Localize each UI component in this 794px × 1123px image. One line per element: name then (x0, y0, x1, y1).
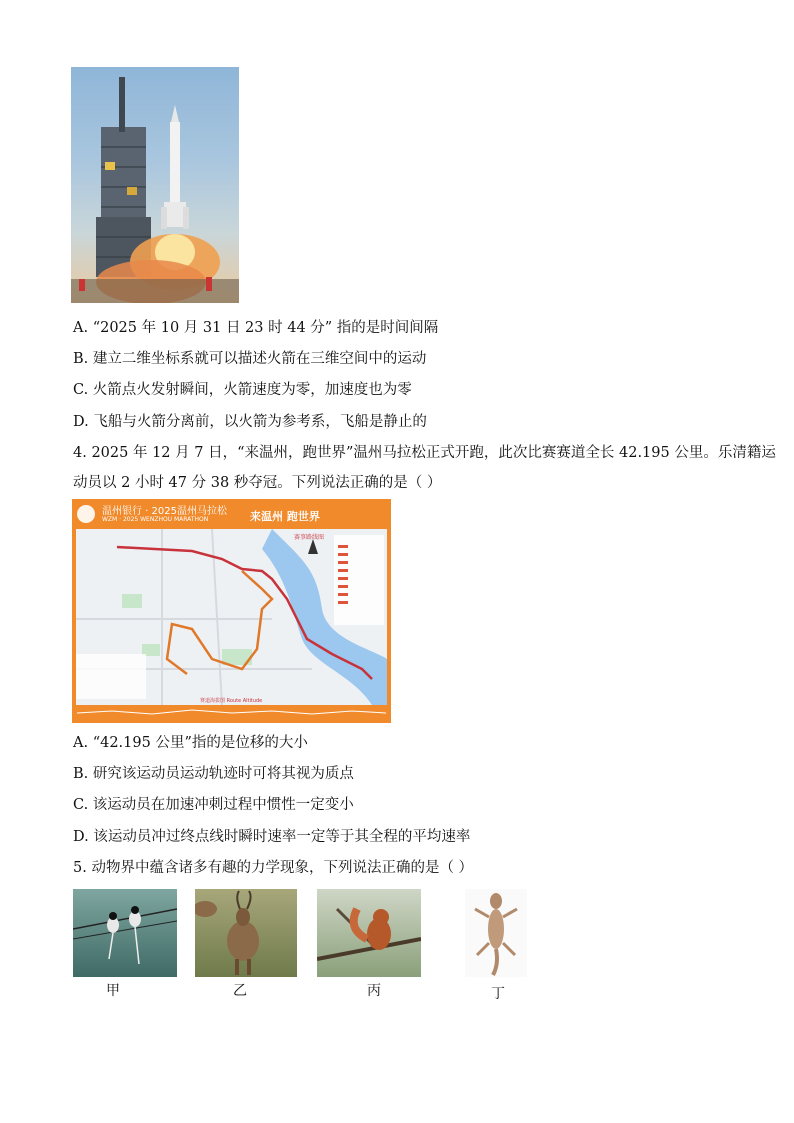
marathon-route-map (72, 499, 391, 723)
q4-option-b: B. 研究该运动员运动轨迹时可将其视为质点 (73, 766, 354, 782)
rocket-launch-photo (71, 67, 239, 303)
gecko-photo (465, 889, 527, 977)
caption-yi: 乙 (233, 983, 247, 999)
q4-option-c: C. 该运动员在加速冲刺过程中惯性一定变小 (73, 797, 354, 813)
antelope-photo (195, 889, 297, 977)
q5-stem: 5. 动物界中蕴含诸多有趣的力学现象，下列说法正确的是（ ） (73, 860, 474, 876)
squirrel-photo (317, 889, 421, 977)
map-slogan: 来温州 跑世界 (250, 510, 320, 523)
q3-option-a: A. “2025 年 10 月 31 日 23 时 44 分” 指的是时间间隔 (73, 320, 439, 336)
q4-option-a: A. “42.195 公里”指的是位移的大小 (73, 735, 308, 751)
bird-on-wire-photo (73, 889, 177, 977)
map-route-title: 赛事路线图 (294, 534, 325, 541)
map-altitude-label: 赛道海拔图 Route Altitude (200, 698, 263, 704)
q4-option-d: D. 该运动员冲过终点线时瞬时速率一定等于其全程的平均速率 (73, 829, 471, 845)
q4-stem-line1: 4. 2025 年 12 月 7 日，“来温州，跑世界”温州马拉松正式开跑，此次比赛赛道全长 42.195 公里。乐清籍运 (73, 445, 776, 461)
caption-jia: 甲 (106, 983, 120, 999)
q3-option-b: B. 建立二维坐标系就可以描述火箭在三维空间中的运动 (73, 351, 427, 367)
q4-stem-line2: 动员以 2 小时 47 分 38 秒夺冠。下列说法正确的是（ ） (73, 475, 442, 491)
q3-option-c: C. 火箭点火发射瞬间，火箭速度为零，加速度也为零 (73, 382, 412, 398)
q3-option-d: D. 飞船与火箭分离前，以火箭为参考系，飞船是静止的 (73, 414, 427, 430)
caption-ding: 丁 (491, 986, 505, 1002)
map-header-subtitle: WZM · 2025 WENZHOU MARATHON (102, 516, 209, 523)
map-header-title: 温州银行 · 2025温州马拉松 (102, 506, 227, 517)
caption-bing: 丙 (367, 983, 381, 999)
